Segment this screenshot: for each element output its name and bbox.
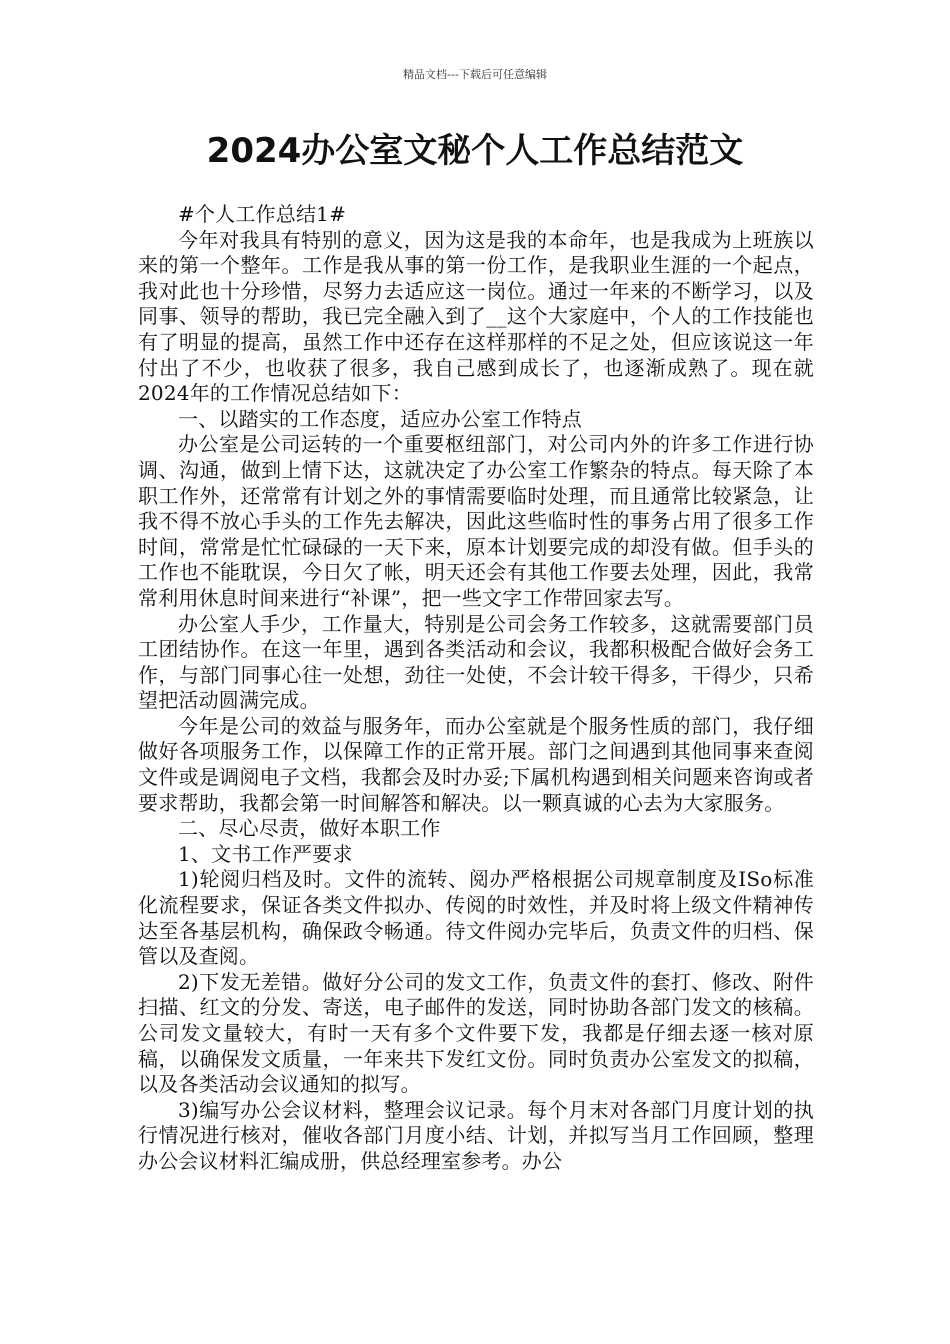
document-title: 2024办公室文秘个人工作总结范文 — [206, 131, 744, 171]
body-paragraph: 3)编写办公会议材料，整理会议记录。每个月末对各部门月度计划的执行情况进行核对，催收各部门月度小结、计划，并拟写当月工作回顾，整理办公会议材料汇编成册，供总经理室参考。办公 — [138, 1097, 814, 1173]
body-paragraph: 今年对我具有特别的意义，因为这是我的本命年，也是我成为上班族以来的第一个整年。工作是我从事的第一份工作，是我职业生涯的一个起点，我对此也十分珍惜，尽努力去适应这一岗位。通过一年来的不断学习，以及同事、领导的帮助，我已完全融入到了__这个大家庭中，个人的工作技能也有了明显的提高，虽然工作中还存在这样那样的不足之处，但应该说这一年付出了不少，也收获了很多，我自己感到成长了，也逐渐成熟了。现在就2024年的工作情况总结如下： — [138, 227, 814, 406]
header-note: 精品文档---下载后可任意编辑 — [403, 68, 547, 81]
section-heading: 二、尽心尽责，做好本职工作 — [178, 816, 441, 841]
body-paragraph: 2)下发无差错。做好分公司的发文工作，负责文件的套打、修改、附件扫描、红文的分发、寄送，电子邮件的发送，同时协助各部门发文的核稿。公司发文量较大，有时一天有多个文件要下发，我都是仔细去逐一核对原稿，以确保发文质量，一年来共下发红文份。同时负责办公室发文的拟稿，以及各类活动会议通知的拟写。 — [138, 969, 814, 1097]
body-paragraph: 办公室人手少，工作量大，特别是公司会务工作较多，这就需要部门员工团结协作。在这一年里，遇到各类活动和会议，我都积极配合做好会务工作，与部门同事心往一处想，劲往一处使，不会计较干得多，干得少，只希望把活动圆满完成。 — [138, 611, 814, 713]
document-body — [138, 202, 814, 1175]
body-paragraph: 1)轮阅归档及时。文件的流转、阅办严格根据公司规章制度及ISo标准化流程要求，保证各类文件拟办、传阅的时效性，并及时将上级文件精神传达至各基层机构，确保政令畅通。待文件阅办完毕后，负责文件的归档、保管以及查阅。 — [138, 867, 814, 969]
section-heading: #个人工作总结1# — [178, 202, 347, 226]
body-paragraph: 办公室是公司运转的一个重要枢纽部门，对公司内外的许多工作进行协调、沟通，做到上情下达，这就决定了办公室工作繁杂的特点。每天除了本职工作外，还常常有计划之外的事情需要临时处理，而且通常比较紧急，让我不得不放心手头的工作先去解决，因此这些临时性的事务占用了很多工作时间，常常是忙忙碌碌的一天下来，原本计划要完成的却没有做。但手头的工作也不能耽误，今日欠了帐，明天还会有其他工作要去处理，因此，我常常利用休息时间来进行“补课”，把一些文字工作带回家去写。 — [138, 432, 814, 610]
section-heading: 一、以踏实的工作态度，适应办公室工作特点 — [178, 406, 582, 431]
body-paragraph: 今年是公司的效益与服务年，而办公室就是个服务性质的部门，我仔细做好各项服务工作，以保障工作的正常开展。部门之间遇到其他同事来查阅文件或是调阅电子文档，我都会及时办妥;下属机构遇到相关问题来咨询或者要求帮助，我都会第一时间解答和解决。以一颗真诚的心去为大家服务。 — [138, 713, 814, 815]
subsection-heading: 1、文书工作严要求 — [178, 841, 353, 866]
